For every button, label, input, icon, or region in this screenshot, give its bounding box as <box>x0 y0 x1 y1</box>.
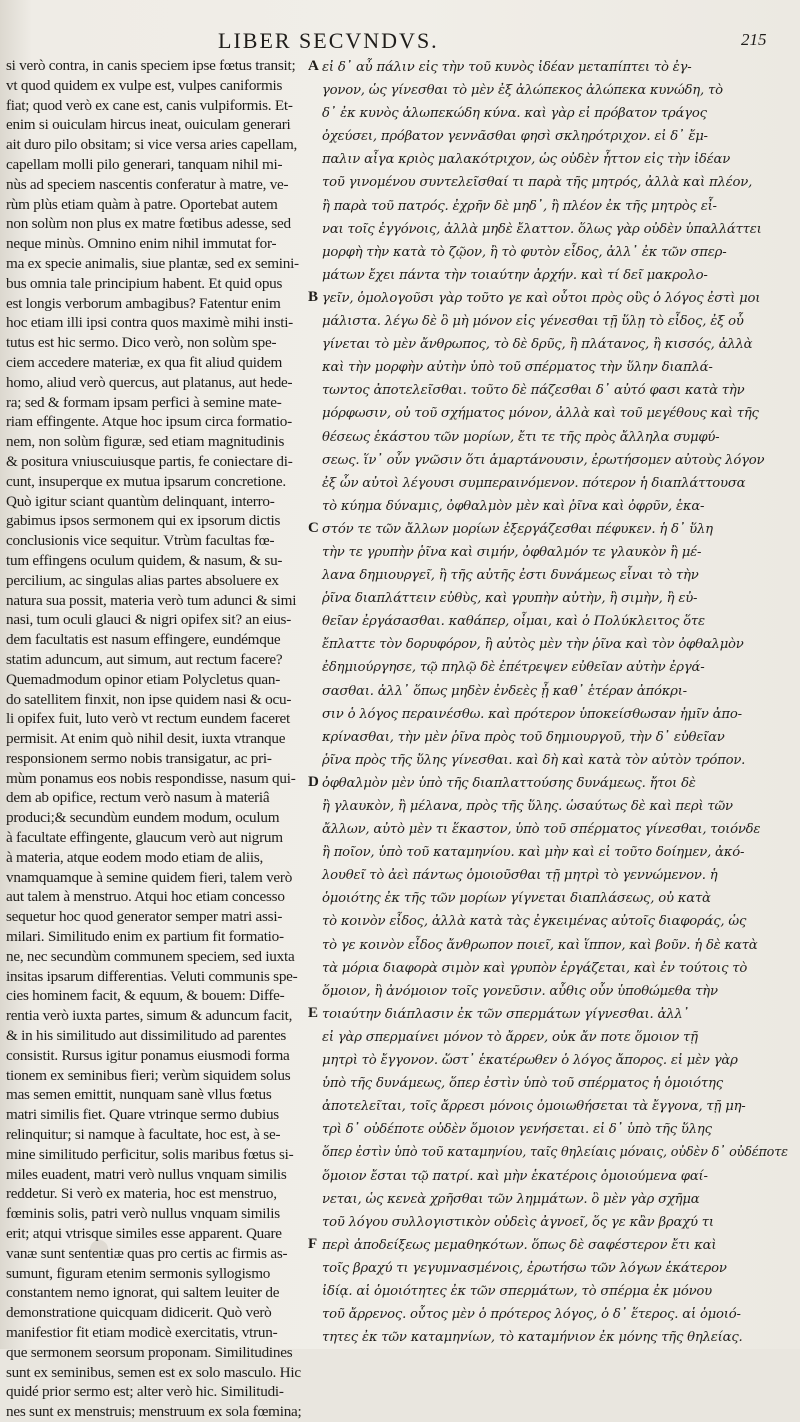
page-header <box>0 26 800 56</box>
latin-line: cunt, insuperque ex mutua ipsarum concretione. <box>6 472 286 490</box>
greek-line: ὅπερ ἐστὶν ὑπὸ τοῦ καταμηνίου, ταῖς θηλείαις μόναις, οὐδὲν δ᾽ οὐδέποτε <box>322 1145 788 1161</box>
greek-line: τὸ κοινὸν εἶδος, ἀλλὰ κατὰ τὰς ἐγκειμένας αὐτοῖς διαφοράς, ὡς <box>322 914 747 930</box>
greek-text-column <box>322 56 792 1346</box>
latin-line: responsionem sermo nobis transigatur, ac pri- <box>6 749 272 767</box>
greek-line: νεται, ὡς κενεὰ χρῆσθαι τῶν λημμάτων. ὃ μὲν γὰρ σχῆμα <box>322 1191 700 1207</box>
latin-line: quidé prior sermo est; alter verò hic. Similitudi- <box>6 1383 284 1401</box>
greek-line: τοιαύτην διάπλασιν ἐκ τῶν σπερμάτων γίγνεσθαι. ἀλλ᾽ <box>322 1006 689 1022</box>
greek-line: εἰ δ᾽ αὖ πάλιν εἰς τὴν τοῦ κυνὸς ἰδέαν μεταπίπτει τὸ ἐγ- <box>322 60 692 75</box>
latin-text-column <box>6 56 306 1421</box>
greek-line: τητες ἐκ τῶν καταμηνίων, τὸ καταμήνιον ἐκ μόνης τῆς θηλείας. <box>322 1330 743 1346</box>
latin-line: hoc etiam illi ipsi contra quos maximè mihi insti- <box>6 314 293 332</box>
latin-line: est longis verborum ambagibus? Fatentur enim <box>6 294 281 312</box>
latin-line: neque minùs. Omnino enim nihil immutat for- <box>6 235 277 253</box>
latin-line: ciem accedere materiæ, ex qua fit aliud quidem <box>6 353 283 371</box>
latin-line: dem facultatis est nasum effingere, eundémque <box>6 631 281 649</box>
greek-line: παλιν αἶγα κριὸς μαλακότριχον, ὡς οὐδὲν ἧττον εἰς τὴν ἰδέαν <box>322 152 731 168</box>
greek-line: τωντος ἀποτελεῖσθαι. τοῦτο δὲ πάζεσθαι δ᾽ αὐτό φασι κατὰ τὴν <box>322 383 745 399</box>
latin-line: nùs ad speciem nascentis conferatur à matre, ve- <box>6 175 289 193</box>
latin-line: fiat; quod verò ex cane est, canis vulpiformis. Et- <box>6 96 293 114</box>
latin-line: mùm ponamus eos nobis respondisse, nasum qui- <box>6 769 296 787</box>
latin-line: dem ab opifice, rectum verò nasum à materiâ <box>6 789 270 807</box>
latin-line: mas semen emittit, nunquam sanè vllus fœtus <box>6 1086 272 1104</box>
greek-line: ἰδίᾳ. αἱ ὁμοιότητες ἐκ τῶν σπερμάτων, τὸ σπέρμα ἐκ μόνου <box>322 1283 712 1299</box>
latin-line: que sermonem seorsum proponam. Similitudines <box>6 1343 293 1361</box>
greek-line: σιν ὁ λόγος περαινέσθω. καὶ πρότερον ὑποκείσθωσαν ἡμῖν ἀπο- <box>322 706 742 722</box>
latin-line: miles euadent, matri verò nullus vnquam similis <box>6 1165 287 1183</box>
greek-line: τὸ κύημα δύναμις, ὀφθαλμὸν μὲν καὶ ῥῖνα καὶ ὀφρῦν, ἑκα- <box>322 498 705 514</box>
greek-line: περὶ ἀποδείξεως μεμαθηκότων. ὅπως δὲ σαφέστερον ἔτι καὶ <box>322 1237 717 1253</box>
greek-line: σασθαι. ἀλλ᾽ ὅπως μηδὲν ἐνδεὲς ᾖ καθ᾽ ἑτέραν ἀπόκρι- <box>322 683 687 699</box>
latin-line: homo, aliud verò quercus, aut platanus, aut hede- <box>6 373 293 391</box>
latin-line: nes sunt ex menstruis; menstruum ex sola fœmina; <box>6 1403 302 1421</box>
latin-line: vt quod quidem ex vulpe est, vulpes caniformis <box>6 76 283 94</box>
latin-line: cies hominem facit, & equum, & bouem: Diffe- <box>6 987 285 1005</box>
latin-line: ma ex specie animalis, siue plantæ, sed ex semini- <box>6 254 299 272</box>
latin-line: bus omnia tale principium habent. Et quid opus <box>6 274 283 292</box>
section-marker: F <box>308 1236 318 1253</box>
latin-line: nem, non solùm figuræ, sed etiam magnitudinis <box>6 433 285 451</box>
latin-line: conclusionis vice sequitur. Vtrùm facultas fœ- <box>6 532 275 550</box>
latin-line: fœminis solis, patri verò nullus vnquam similis <box>6 1205 280 1223</box>
latin-line: si verò contra, in canis speciem ipse fœtus transit; <box>6 57 296 74</box>
greek-line: τὰ μόρια διαφορὰ σιμὸν καὶ γρυπὸν ἐργάζεται, καὶ ἐν τούτοις τὸ <box>322 960 748 976</box>
greek-line: τοῦ γινομένου συντελεῖσθαί τι παρὰ τῆς μητρός, ἀλλὰ καὶ πλέον, <box>322 175 753 191</box>
greek-line: τρὶ δ᾽ οὐδέποτε οὐδὲν ὅμοιον γενήσεται. εἰ δ᾽ ὑπὸ τῆς ὕλης <box>322 1122 712 1138</box>
greek-line: ὅμοιον, ἢ ἀνόμοιον τοῖς γονεῦσιν. αὖθις οὖν ὑποθώμεθα τὴν <box>322 983 718 999</box>
greek-line: στόν τε τῶν ἄλλων μορίων ἐξεργάζεσθαι πέφυκεν. ἡ δ᾽ ὕλη <box>322 521 713 537</box>
greek-line: ὀφθαλμὸν μὲν ὑπὸ τῆς διαπλαττούσης δυνάμεως. ἤτοι δὲ <box>322 775 696 791</box>
greek-line: τὴν τε γρυπὴν ῥῖνα καὶ σιμήν, ὀφθαλμόν τε γλαυκὸν ἢ μέ- <box>322 544 702 560</box>
greek-line: δ᾽ ἐκ κυνὸς ἀλωπεκώδη κύνα. καὶ γὰρ εἰ πρόβατον τράγος <box>322 106 707 122</box>
greek-line: σεως. ἵν᾽ οὖν γνῶσιν ὅτι ἁμαρτάνουσιν, ἐρωτήσομεν αὐτοὺς λόγον <box>322 452 765 468</box>
latin-line: tionem ex seminibus fieri; verùm siquidem solus <box>6 1066 291 1084</box>
latin-line: tutus est hic sermo. Dico verò, non solùm spe- <box>6 334 277 352</box>
latin-line: Quò igitur sciant quantùm delinquant, interro- <box>6 492 275 510</box>
greek-line: ἢ παρὰ τοῦ πατρός. ἐχρῆν δὲ μηδ᾽, ἢ πλέον ἐκ τῆς μητρὸς εἶ- <box>322 198 717 214</box>
greek-line: εἰ γὰρ σπερμαίνει μόνον τὸ ἄρρεν, οὐκ ἄν ποτε ὅμοιον τῇ <box>322 1029 698 1045</box>
latin-line: statim aduncum, aut simum, aut rectum facere? <box>6 650 283 668</box>
latin-line: li opifex fuit, luto verò vt rectum eundem faceret <box>6 710 290 728</box>
greek-line: μορφὴ τὴν κατὰ τὸ ζῷον, ἢ τὸ φυτὸν εἶδος, ἀλλ᾽ ἐκ τῶν σπερ- <box>322 244 727 260</box>
greek-line: ἀποτελεῖται, τοῖς ἄρρεσι μόνοις ὁμοιωθήσεται τὰ ἔγγονα, τῇ μη- <box>322 1099 746 1115</box>
section-marker: B <box>308 289 319 305</box>
section-marker: D <box>308 774 319 791</box>
latin-line: percilium, ac singulas alias partes absoluere ex <box>6 571 279 589</box>
latin-line: mine similitudo perficitur, solis maribus fœtus si- <box>6 1145 294 1163</box>
section-marker: C <box>308 520 319 536</box>
greek-line: τοῖς βραχύ τι γεγυμνασμένοις, ἐρωτήσω τῶν λόγων ἑκάτερον <box>322 1260 727 1276</box>
latin-line: erit; atqui vtrisque similes esse apparent. Quare <box>6 1225 282 1243</box>
latin-line: enim si ouiculam hircus ineat, ouiculam generari <box>6 116 291 134</box>
greek-line: τοῦ λόγου συλλογιστικὸν οὐδεὶς ἀγνοεῖ, ὅς γε κἂν βραχύ τι <box>322 1214 714 1230</box>
greek-line: λουθεῖ τὸ ἀεὶ πάντως ὁμοιοῦσθαι τῇ μητρὶ τὸ γεννώμενον. ἡ <box>322 868 718 884</box>
greek-line: ὅμοιον ἔσται τῷ πατρί. καὶ μὴν ἑκατέροις ὁμοιούμενα φαί- <box>322 1168 708 1184</box>
greek-line: γονον, ὡς γίνεσθαι τὸ μὲν ἐξ ἀλώπεκος ἀλώπεκα κυνώδη, τὸ <box>322 83 723 99</box>
latin-line: aut talem à menstruo. Atqui hoc etiam concesso <box>6 888 285 906</box>
greek-line: ἢ ποῖον, ὑπὸ τοῦ καταμηνίου. καὶ μὴν καὶ εἰ τοῦτο δοίημεν, ἀκό- <box>322 845 745 861</box>
latin-line: vnamquamque à semine quidem fieri, talem verò <box>6 868 293 886</box>
latin-line: relinquitur; si namque à facultate, hoc est, à se- <box>6 1126 281 1144</box>
latin-line: constantem nemo ignorat, qui saltem leuiter de <box>6 1284 280 1302</box>
greek-line: ἢ γλαυκὸν, ἢ μέλανα, πρὸς τῆς ὕλης. ὡσαύτως δὲ καὶ περὶ τῶν <box>322 799 733 814</box>
greek-line: γίνεται τὸ μὲν ἄνθρωπος, τὸ δὲ δρῦς, ἢ πλάτανος, ἢ κισσός, ἀλλὰ <box>322 337 753 353</box>
greek-line: τοῦ ἄρρενος. οὗτος μὲν ὁ πρότερος λόγος, ὁ δ᾽ ἕτερος. αἱ ὁμοιό- <box>322 1307 741 1323</box>
latin-line: do satellitem finxit, non ipse quidem nasi & ocu- <box>6 690 292 708</box>
section-marker: A <box>308 58 319 74</box>
greek-line: κρίνασθαι, τὴν μὲν ῥῖνα πρὸς τοῦ δημιουργοῦ, τὴν δ᾽ εὐθεῖαν <box>322 729 725 745</box>
latin-line: & in his similitudo aut dissimilitudo ad parentes <box>6 1027 287 1045</box>
latin-line: sumunt, figuram etenim sermonis syllogismo <box>6 1264 271 1282</box>
greek-line: ἔπλαττε τὸν δορυφόρον, ἢ αὐτὸς μὲν τὴν ῥῖνα καὶ τὸν ὀφθαλμὸν <box>322 637 744 653</box>
latin-line: ra; sed & formam ipsam perfici à semine mate- <box>6 393 282 411</box>
greek-line: ἐδημιούργησε, τῷ πηλῷ δὲ ἐπέτρεψεν εὐθεῖαν αὐτὴν ἐργά- <box>322 660 705 676</box>
latin-line: à materia, atque eodem modo etiam de aliis, <box>6 848 264 866</box>
greek-line: θεῖαν ἐργάσασθαι. καθάπερ, οἶμαι, καὶ ὁ Πολύκλειτος ὅτε <box>322 614 705 630</box>
latin-line: capellam molli pilo generari, tanquam nihil mi- <box>6 155 283 173</box>
greek-line: ἄλλων, αὐτὸ μὲν τι ἕκαστον, ὑπὸ τοῦ σπέρματος γίνεσθαι, τοιόνδε <box>322 822 761 838</box>
latin-line: manifestior fit etiam modicè exercitatis, vtrun- <box>6 1324 278 1341</box>
latin-line: reddetur. Si verò ex materia, hoc est menstruo, <box>6 1185 277 1203</box>
latin-line: sequetur hoc quod generator semper matri assi- <box>6 908 283 926</box>
latin-line: à facultate effingente, glaucum verò aut nigrum <box>6 829 283 847</box>
latin-line: nasi, tum oculi glauci & nigri opifex sit? an eius- <box>6 611 292 629</box>
greek-line: τὸ γε κοινὸν εἶδος ἄνθρωπον ποιεῖ, καὶ ἵππον, καὶ βοῦν. ἡ δὲ κατὰ <box>322 937 758 953</box>
latin-line: tum effingens oculum quidem, & nasum, & su- <box>6 551 283 569</box>
greek-line: ὁμοιότης ἐκ τῆς τῶν μορίων γίγνεται διαπλάσεως, οὐ κατὰ <box>322 891 711 907</box>
section-marker: E <box>308 1005 319 1022</box>
latin-line: produci;& secundùm eundem modum, oculum <box>6 809 280 827</box>
greek-line: ἐξ ὧν αὐτοὶ λέγουσι συμπεραινόμενον. πότερον ἡ διαπλάττουσα <box>322 475 746 491</box>
paper-stain <box>90 1240 108 1258</box>
greek-line: γεῖν, ὁμολογοῦσι γὰρ τοῦτο γε καὶ οὗτοι πρὸς οὓς ὁ λόγος ἐστὶ μοι <box>322 290 761 306</box>
latin-line: ait duro pilo obsitam; si vice versa aries capellam, <box>6 136 298 154</box>
greek-line: καὶ τὴν μορφὴν αὐτὴν ὑπὸ τοῦ σπέρματος τὴν ὕλην διαπλά- <box>322 360 713 376</box>
greek-line: θέσεως ἑκάστου τῶν μορίων, ἔτι τε τῆς πρὸς ἄλληλα συμφύ- <box>322 429 720 445</box>
latin-line: sunt ex seminibus, semen est ex solo masculo. Hic <box>6 1363 301 1381</box>
latin-line: rentia verò iuxta partes, simum & aduncum facit, <box>6 1007 293 1025</box>
greek-line: μητρὶ τὸ ἔγγονον. ὥστ᾽ ἑκατέρωθεν ὁ λόγος ἄπορος. εἰ μὲν γὰρ <box>322 1053 738 1069</box>
latin-line: milari. Similitudo enim ex partium fit formatio- <box>6 928 284 946</box>
latin-line: demonstratione quicquam didicerit. Quò verò <box>6 1304 272 1322</box>
greek-line: μάτων ἔχει πάντα τὴν τοιαύτην ἀρχήν. καὶ τί δεῖ μακρολο- <box>322 267 708 283</box>
greek-line: ναι τοῖς ἐγγόνοις, ἀλλὰ μηδὲ ἔλαττον. ὅλως γὰρ οὐδὲν ὑπαλλάττει <box>322 221 762 237</box>
latin-line: ne, nec secundùm communem speciem, sed iuxta <box>6 947 295 965</box>
latin-line: riam effingente. Atque hoc ipsum circa formatio- <box>6 413 292 431</box>
greek-line: ῥῖνα πρὸς τῆς ὕλης γίνεσθαι. καὶ δὴ καὶ κατὰ τὸν αὐτὸν τρόπον. <box>322 752 746 768</box>
page-number: 215 <box>741 30 767 49</box>
greek-line: λανα δημιουργεῖ, ἢ τῆς αὐτῆς ἐστι δυνάμεως εἶναι τὸ τὴν <box>322 568 699 584</box>
latin-line: rùm plùs etiam quàm à patre. Oportebat autem <box>6 195 278 213</box>
greek-line: μόρφωσιν, οὐ τοῦ σχήματος μόνον, ἀλλὰ καὶ τοῦ μεγέθους καὶ τῆς <box>322 406 759 422</box>
greek-line: ὑπὸ τῆς δυνάμεως, ὅπερ ἐστὶν ὑπὸ τοῦ σπέρματος ἡ ὁμοιότης <box>322 1076 723 1092</box>
latin-line: Quemadmodum opinor etiam Polycletus quan- <box>6 670 281 688</box>
latin-line: gabimus ipsos sermonem qui ex ipsorum dictis <box>6 512 281 530</box>
running-title: LIBER SECVNDVS. <box>218 28 439 53</box>
latin-line: & positura vniuscuiusque partis, fe coniectare di- <box>6 452 293 470</box>
greek-line: ῥῖνα διαπλάττειν εὐθὺς, καὶ γρυπὴν αὐτὴν, ἢ σιμὴν, ἢ εὐ- <box>322 591 698 607</box>
latin-line: insitas ipsarum differentias. Veluti communis spe- <box>6 967 298 985</box>
latin-line: permisit. At enim quò nihil desit, iuxta vtranque <box>6 730 286 748</box>
latin-line: non solùm non plus ex matre fœtibus adesse, sed <box>6 215 291 233</box>
greek-line: μάλιστα. λέγω δὲ ὃ μὴ μόνον εἰς γένεσθαι τῇ ὕλῃ τὸ εἶδος, ἐξ οὗ <box>322 314 744 330</box>
latin-line: natura sua possit, materia verò tum adunci & simi <box>6 591 297 609</box>
latin-line: vanæ sunt sententiæ quas pro certis ac firmis as- <box>6 1244 288 1262</box>
greek-line: ὀχεύσει, πρόβατον γεννᾶσθαι φησὶ σκληρότριχον. εἰ δ᾽ ἔμ- <box>322 129 708 145</box>
latin-line: consistit. Rursus igitur ponamus eiusmodi forma <box>6 1046 290 1064</box>
latin-line: matri similis fiet. Quare vtrinque sermo dubius <box>6 1106 279 1124</box>
section-markers <box>308 56 322 1253</box>
